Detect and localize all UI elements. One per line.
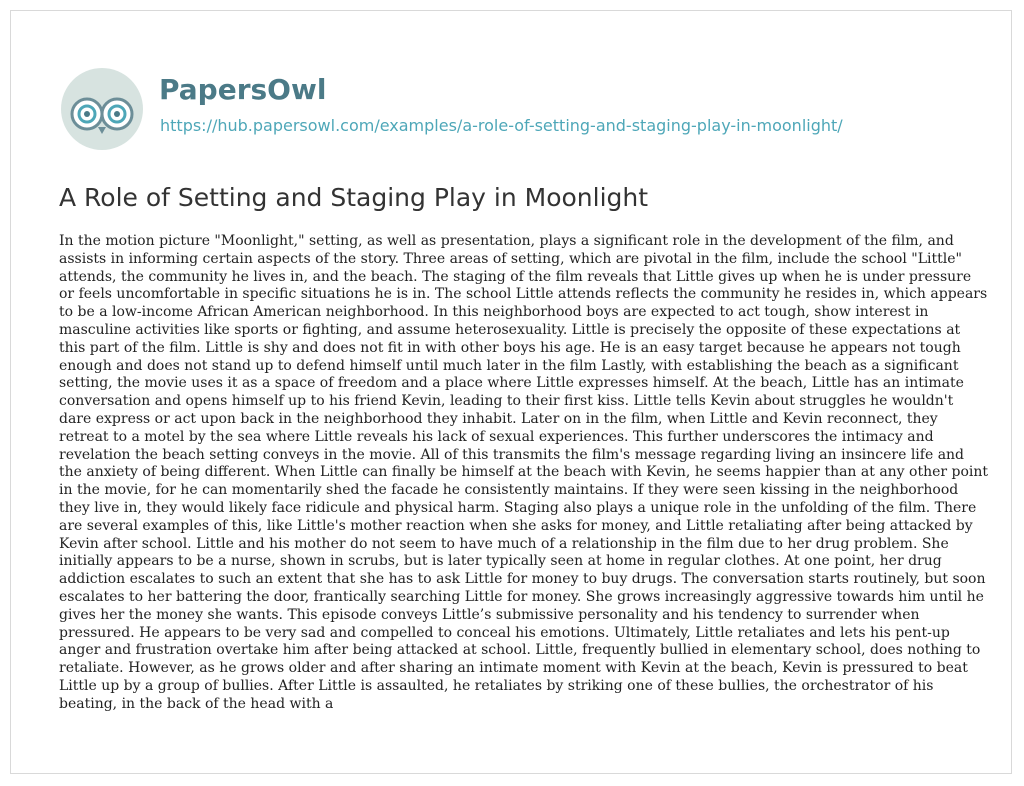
source-url-link[interactable]: https://hub.papersowl.com/examples/a-role-of-setting-and-staging-play-in-moonlight/ [160, 116, 843, 135]
brand-name: PapersOwl [159, 73, 327, 106]
brand-header [60, 67, 920, 151]
page-frame [10, 10, 1012, 774]
article-body: In the motion picture "Moonlight," setting, as well as presentation, plays a significant role in the development of the film, and assists in informing certain aspects of the story. Three areas of setting, which are pivotal in the film, include the school "Little" attends, the community he lives in, and the beach. The staging of the film reveals that Little gives up when he is under pressure or feels uncomfortable in specific situations he is in. The school Little attends reflects the community he resides in, which appears to be a low-income African American neighborhood. In this neighborhood boys are expected to act tough, show interest in masculine activities like sports or fighting, and assume heterosexuality. Little is precisely the opposite of these expectations at this part of the film. Little is shy and does not fit in with other boys his age. He is an easy target because he appears not tough enough and does not stand up to defend himself until much later in the film Lastly, with establishing the beach as a significant setting, the movie uses it as a space of freedom and a place where Little expresses himself. At the beach, Little has an intimate conversation and opens himself up to his friend Kevin, leading to their first kiss. Little tells Kevin about struggles he wouldn't dare express or act upon back in the neighborhood they inhabit. Later on in the film, when Little and Kevin reconnect, they retreat to a motel by the sea where Little reveals his lack of sexual experiences. This further underscores the intimacy and revelation the beach setting conveys in the movie. All of this transmits the film's message regarding living an insincere life and the anxiety of being different. When Little can finally be himself at the beach with Kevin, he seems happier than at any other point in the movie, for he can momentarily shed the facade he consistently maintains. If they were seen kissing in the neighborhood they live in, they would likely face ridicule and physical harm. Staging also plays a unique role in the unfolding of the film. There are several examples of this, like Little's mother reaction when she asks for money, and Little retaliating after being attacked by Kevin after school. Little and his mother do not seem to have much of a relationship in the film due to her drug problem. She initially appears to be a nurse, shown in scrubs, but is later typically seen at home in regular clothes. At one point, her drug addiction escalates to such an extent that she has to ask Little for money to buy drugs. The conversation starts routinely, but soon escalates to her battering the door, frantically searching Little for money. She grows increasingly aggressive towards him until he gives her the money she wants. This episode conveys Little’s submissive personality and his tendency to surrender when pressured. He appears to be very sad and compelled to conceal his emotions. Ultimately, Little retaliates and lets his pent-up anger and frustration overtake him after being attacked at school. Little, frequently bullied in elementary school, does nothing to retaliate. However, as he grows older and after sharing an intimate moment with Kevin at the beach, Kevin is pressured to beat Little up by a group of bullies. After Little is assaulted, he retaliates by striking one of these bullies, the orchestrator of his beating, in the back of the head with a [59, 233, 989, 712]
owl-eyes-logo-icon [60, 67, 144, 151]
article-title: A Role of Setting and Staging Play in Moonlight [59, 183, 649, 212]
